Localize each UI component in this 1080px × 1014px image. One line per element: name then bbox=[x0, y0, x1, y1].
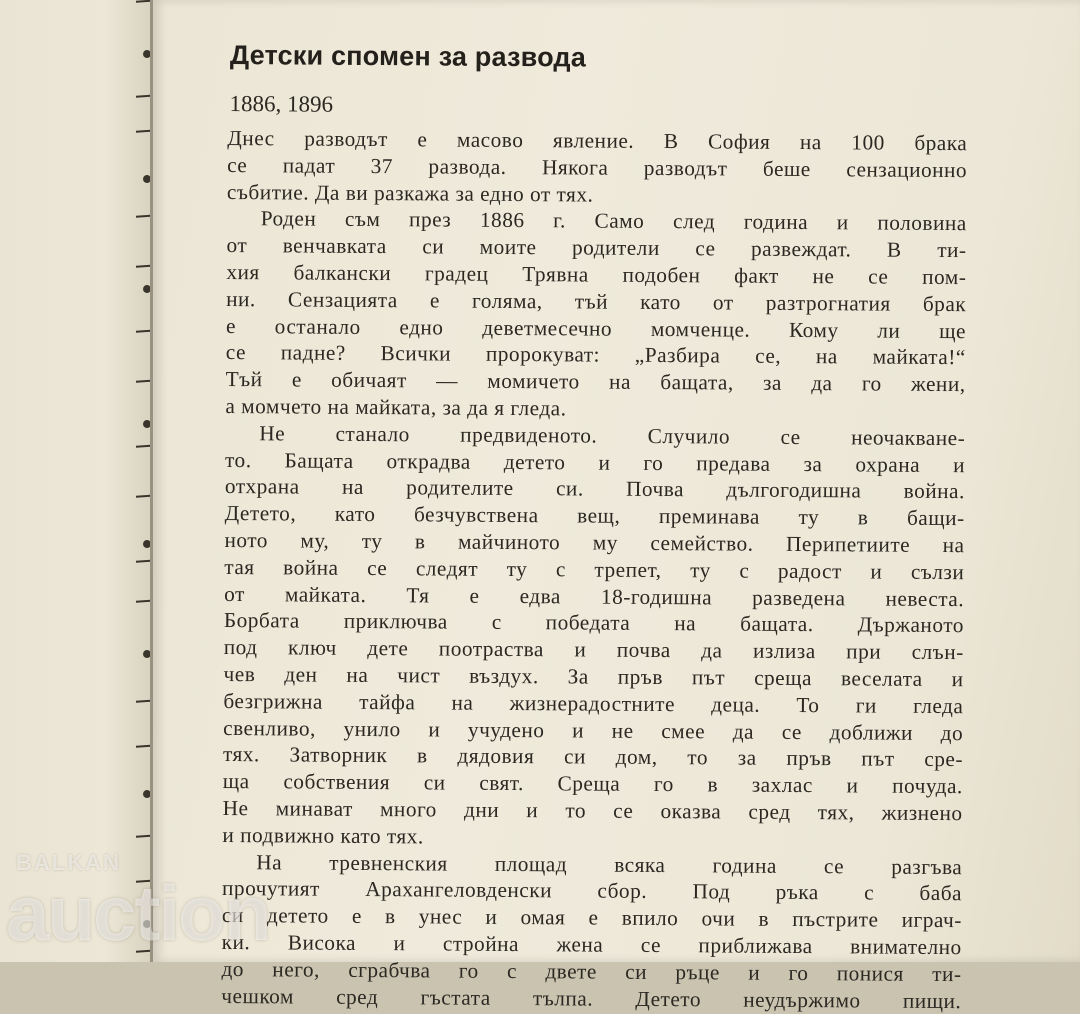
text-line: а момчето на майката, за да я гледа. bbox=[225, 393, 567, 421]
text-line: си детето е в унес и омая е впило очи в пъстрите играч- bbox=[221, 903, 962, 933]
text-line: Днес разводът е масово явление. В София на 100 брака bbox=[227, 125, 968, 156]
text-line: Не минават много дни и то се оказва сред тях, жизнено bbox=[222, 795, 963, 826]
text-line: хия балкански градец Трявна подобен факт не се пом- bbox=[226, 259, 967, 290]
book-page bbox=[153, 0, 1080, 1013]
text-line: тях. Затворник в дядовия си дом, то за пръв път сре- bbox=[222, 742, 964, 772]
text-line: На тревненския площад всяка година се разгъва bbox=[256, 849, 963, 879]
text-line: отхрана на родителите си. Почва дългогодишна война. bbox=[224, 474, 965, 504]
paragraph-1 bbox=[227, 125, 968, 211]
chapter-title: Детски спомен за развода bbox=[229, 40, 587, 73]
text-line: ща собствения си свят. Среща го в захлас и почуда. bbox=[222, 769, 963, 799]
text-line: под ключ дете поотраства и почва да излиза при слън- bbox=[223, 635, 964, 665]
text-line: ното му, ту в майчиното му семейство. Перипетиите на bbox=[224, 527, 965, 558]
text-line: то. Бащата открадва детето и го предава за охрана и bbox=[224, 447, 966, 477]
text-line: тая война се следят ту с трепет, ту с радост и сълзи bbox=[224, 554, 965, 584]
text-line: Борбата приключва с победата на бащата. Държаното bbox=[223, 608, 965, 638]
paragraph-4 bbox=[221, 848, 962, 1014]
text-line: Не станало предвиденото. Случило се неочакване- bbox=[259, 420, 966, 450]
text-line: ни. Сензацията е голяма, тъй като от разтрогнатия брак bbox=[226, 286, 967, 316]
text-line: от венчавката си моите родители се развеждат. В ти- bbox=[226, 233, 967, 263]
text-line: Детето, като безчувствена вещ, преминава ту в бащи- bbox=[224, 501, 965, 531]
text-line: ки. Висока и стройна жена се приближава внимателно bbox=[221, 929, 962, 960]
chapter-years: 1886, 1896 bbox=[229, 91, 334, 117]
text-line: свенливо, унило и учудено и не смее да се доближи до bbox=[223, 715, 964, 745]
text-line: чешком сред гъстата тълпа. Детето неудържимо пищи. bbox=[221, 983, 962, 1013]
text-line: е останало едно деветмесечно момченце. Кому ли ще bbox=[225, 313, 967, 343]
text-line: до него, сграбчва го с двете си ръце и го понися ти- bbox=[221, 956, 962, 986]
paragraph-3 bbox=[222, 420, 965, 854]
text-line: се падне? Всички пророкуват: „Разбира се, на майката!“ bbox=[225, 340, 966, 370]
text-line: прочутият Арахангеловденски сбор. Под ръка с баба bbox=[221, 876, 963, 906]
text-line: и подвижно като тях. bbox=[222, 822, 424, 849]
watermark-top-text: BALKAN bbox=[16, 850, 121, 875]
text-line: събитие. Да ви разкажа за едно от тях. bbox=[226, 179, 594, 207]
paragraph-2 bbox=[225, 205, 966, 425]
watermark-main-text: auction bbox=[6, 869, 270, 957]
text-line: от майката. Тя е едва 18-годишна разведена невеста. bbox=[224, 581, 965, 611]
text-line: се падат 37 развода. Някога разводът беше сензационно bbox=[227, 152, 968, 182]
text-line: чев ден на чист въздух. За пръв път среща веселата и bbox=[223, 661, 964, 692]
text-line: Тъй е обичаят — момичето на бащата, за да го жени, bbox=[225, 367, 966, 397]
text-line: безгрижна тайфа на жизнерадостните деца. То ги гледа bbox=[223, 688, 964, 718]
page-text bbox=[221, 40, 968, 1014]
text-line: Роден съм през 1886 г. Само след година и половина bbox=[260, 206, 967, 236]
